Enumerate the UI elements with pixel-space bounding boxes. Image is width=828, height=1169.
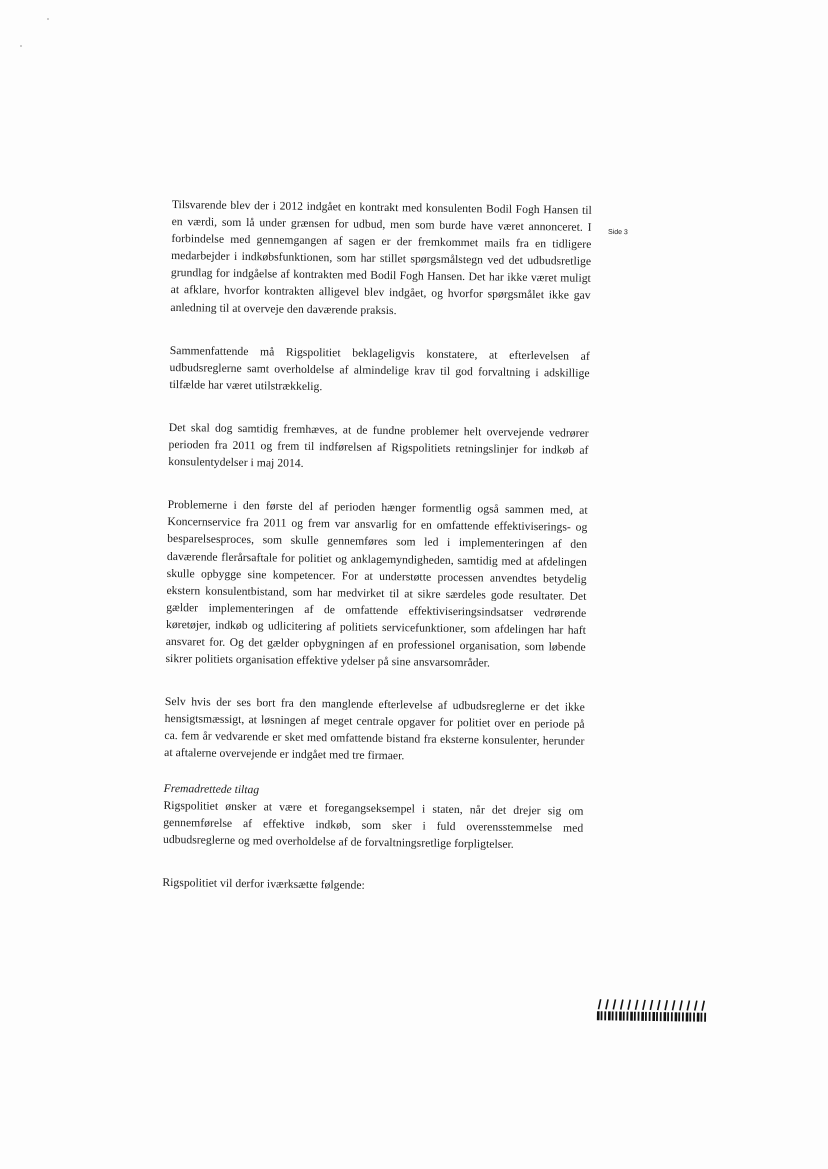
barcode-stroke xyxy=(680,1000,682,1010)
barcode-bar xyxy=(656,1012,658,1021)
section-paragraph: Rigspolitiet ønsker at være et foregangseksempel i staten, når det drejer sig om gennemførelse af effektive indkøb, som sker i fuld overensstemmelse med udbudsreglerne og med overholdelse af de forvaltningsretlige forpligtelser. xyxy=(162,798,584,851)
barcode-bar xyxy=(630,1012,633,1021)
barcode-stroke xyxy=(702,1001,704,1011)
barcode-bar xyxy=(675,1012,678,1021)
barcode-bar xyxy=(689,1013,691,1022)
barcode-bar xyxy=(704,1013,706,1022)
barcode-bar xyxy=(682,1012,684,1021)
barcode-bar xyxy=(649,1012,651,1021)
barcode-bar xyxy=(601,1011,603,1020)
barcode-bar xyxy=(623,1012,625,1021)
barcode-stroke xyxy=(606,999,608,1009)
paragraph-consultants: Selv hvis der ses bort fra den manglende efterlevelse af udbudsreglerne er det ikke hensigtsmæssigt, at løsningen af meget centrale opgaver for politiet over en periode på ca. fem år vedvarende er sket med omfattende bistand fra eksterne konsulenter, herunder at aftalerne overvejende er indgået med tre firmaer. xyxy=(164,695,585,763)
barcode-stroke xyxy=(695,1001,697,1011)
barcode-bar xyxy=(667,1012,669,1021)
body-text xyxy=(162,196,592,923)
paragraph-contract-bodil-fogh: Tilsvarende blev der i 2012 indgået en kontrakt med konsulenten Bodil Fogh Hansen til en værdi, som lå under grænsen for udbud, men som burde have været annonceret. I forbindelse med gennemgangen af sagen er der fremkommet mails fra en tidligere medarbejder i indkøbsfunktionen, som har stillet spørgsmålstegn ved det udbudsretlige grundlag for indgåelse af kontrakten med Bodil Fogh Hansen. Det har ikke været muligt at afklare, hvorfor kontrakten alligevel blev indgået, og hvorfor spørgsmålet ikke gav anledning til at overveje den daværende praksis. xyxy=(170,197,592,317)
barcode-bar xyxy=(697,1013,700,1022)
barcode-bar xyxy=(660,1012,662,1021)
barcode-stroke xyxy=(665,1000,667,1010)
barcode-bar xyxy=(663,1012,666,1021)
paragraph-summary: Sammenfattende må Rigspolitiet beklageligvis konstatere, at efterlevelsen af udbudsreglerne samt overholdelse af almindelige krav til god forvaltning i adskillige tilfælde har været utilstrækkelig. xyxy=(169,343,590,393)
barcode-bar xyxy=(619,1012,622,1021)
paragraph-period: Det skal dog samtidig fremhæves, at de fundne problemer helt overvejende vedrører perioden fra 2011 og frem til indførelsen af Rigspolitiets retningslinjer for indkøb af konsulentydelser i maj 2014. xyxy=(168,420,589,470)
barcode-bar xyxy=(641,1012,644,1021)
barcode-stroke xyxy=(643,1000,645,1010)
barcode-bar xyxy=(678,1012,680,1021)
barcode-stroke xyxy=(687,1000,689,1010)
barcode-stroke xyxy=(613,999,615,1009)
barcode-bar xyxy=(645,1012,647,1021)
barcode-bar xyxy=(612,1011,614,1020)
paragraph-problems: Problemerne i den første del af perioden hænger formentlig også sammen med, at Koncernservice fra 2011 og frem var ansvarlig for en omfattende effektiviserings- og besparelsesproces, som skulle gennemføres som led i implementeringen af den daværende flerårsaftale for politiet og anklagemyndigheden, samtidig med at afdelingen skulle opbygge sine kompetencer. For at understøtte processen anvendtes betydelig ekstern konsulentbistand, som har medvirket til at sikre særdeles gode resultater. Det gælder implementeringen af de omfattende effektiviseringsindsatser vedrørende køretøjer, indkøb og udlicitering af politiets servicefunktioner, som afdelingen har haft ansvaret for. Og det gælder opbygningen af en professionel organisation, som løbende sikrer politiets organisation effektive ydelser på sine ansvarsområder. xyxy=(165,498,588,670)
barcode-bar xyxy=(638,1012,640,1021)
scan-speck xyxy=(20,45,22,47)
barcode-bar xyxy=(615,1011,617,1020)
page-number-label: Side 3 xyxy=(607,228,628,237)
barcode-bar xyxy=(604,1011,606,1020)
barcode-stroke xyxy=(650,1000,652,1010)
barcode-icon xyxy=(596,998,710,1024)
barcode-stroke xyxy=(599,999,601,1009)
barcode-stroke xyxy=(636,1000,638,1010)
barcode-bar xyxy=(608,1011,611,1020)
barcode-stroke xyxy=(658,1000,660,1010)
barcode-bar xyxy=(693,1013,695,1022)
barcode-stroke xyxy=(628,1000,630,1010)
barcode-stroke xyxy=(673,1000,675,1010)
barcode-bar xyxy=(652,1012,655,1021)
barcode-bar xyxy=(686,1012,689,1021)
barcode-bar xyxy=(700,1013,702,1022)
closing-paragraph: Rigspolitiet vil derfor iværksætte følgende: xyxy=(162,875,365,892)
barcode-bar xyxy=(671,1012,673,1021)
barcode-stroke xyxy=(621,1000,623,1010)
section-heading: Fremadrettede tiltag xyxy=(163,781,260,796)
barcode-bar xyxy=(597,1011,600,1020)
scan-speck xyxy=(47,18,49,20)
barcode-bar xyxy=(634,1012,636,1021)
barcode-bar xyxy=(626,1012,628,1021)
